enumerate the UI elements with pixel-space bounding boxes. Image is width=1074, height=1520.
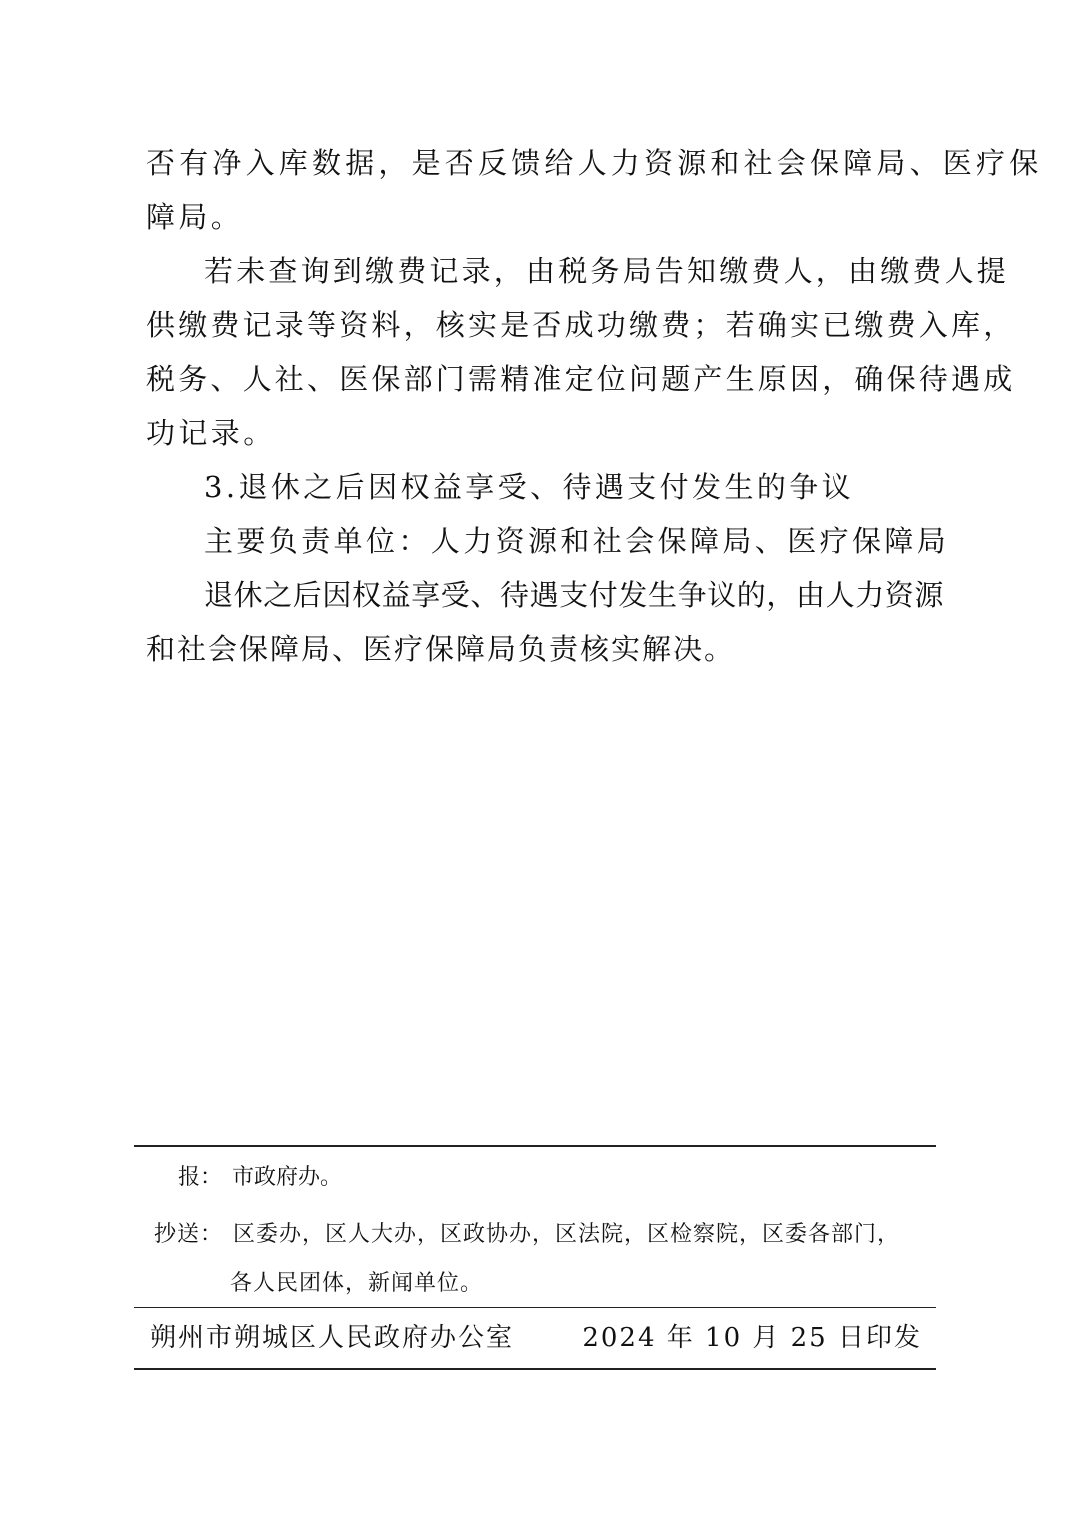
paragraph-line: 功记录。 <box>146 416 276 450</box>
issuer-row <box>134 1308 936 1368</box>
cc-row <box>134 1209 936 1261</box>
report-to-label: 报： <box>178 1165 223 1190</box>
footer-bottom-rule <box>134 1368 936 1370</box>
report-to-row <box>134 1147 936 1209</box>
cc-row-continued: 各人民团体，新闻单位。 <box>230 1271 484 1296</box>
paragraph-line: 否有净入库数据，是否反馈给人力资源和社会保障局、医疗保 <box>146 146 1043 180</box>
paragraph-line: 和社会保障局、医疗保障局负责核实解决。 <box>146 632 736 666</box>
body-text <box>146 136 1043 676</box>
paragraph-line: 障局。 <box>146 200 244 234</box>
section-heading: 3.退休之后因权益享受、待遇支付发生的争议 <box>204 470 855 504</box>
responsible-unit: 主要负责单位：人力资源和社会保障局、医疗保障局 <box>204 524 950 558</box>
issue-date: 2024 年 10 月 25 日印发 <box>582 1323 922 1353</box>
paragraph-line: 若未查询到缴费记录，由税务局告知缴费人，由缴费人提 <box>204 254 1010 288</box>
cc-label: 抄送： <box>154 1222 224 1247</box>
report-to-value: 市政府办。 <box>232 1165 343 1190</box>
cc-value: 区委办，区人大办，区政协办，区法院，区检察院，区委各部门， <box>233 1222 901 1247</box>
paragraph-line: 税务、人社、医保部门需精准定位问题产生原因，确保待遇成 <box>146 362 1016 396</box>
issuer-name: 朔州市朔城区人民政府办公室 <box>150 1323 515 1353</box>
document-footer <box>134 1145 936 1370</box>
paragraph-line: 退休之后因权益享受、待遇支付发生争议的，由人力资源 <box>204 578 945 612</box>
paragraph-line: 供缴费记录等资料，核实是否成功缴费；若确实已缴费入库， <box>146 308 1016 342</box>
